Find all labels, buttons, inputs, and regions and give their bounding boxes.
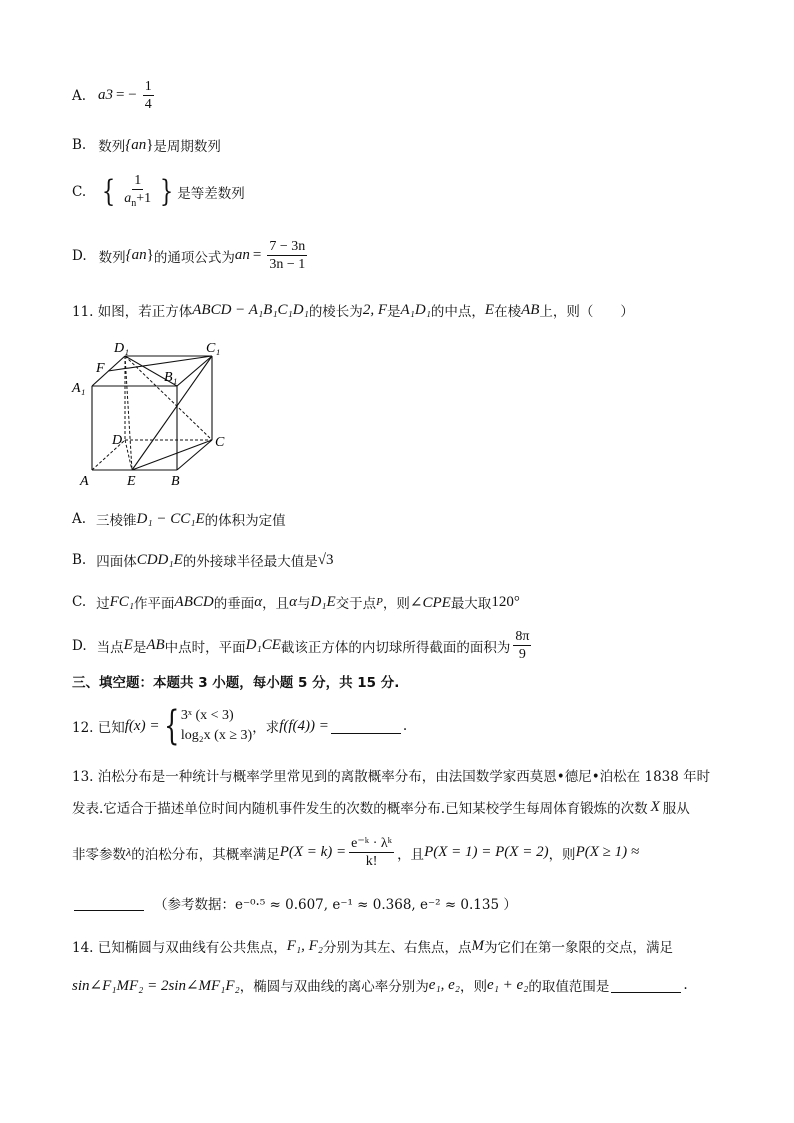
math: X <box>650 798 660 815</box>
den-var: a <box>124 191 132 206</box>
text: ，求 <box>252 720 280 736</box>
fraction <box>349 835 394 870</box>
text: 作平面 <box>134 596 175 612</box>
math: √3 <box>317 551 334 568</box>
option-label: D. <box>72 637 87 654</box>
hidden-segment-d1c <box>125 356 212 440</box>
fraction-numerator: 1 <box>134 173 142 188</box>
section-heading: 三、填空题：本题共 3 小题，每小题 5 分，共 15 分. <box>72 675 400 691</box>
hidden-segment-d1e <box>125 356 132 470</box>
cube-figure <box>70 336 240 491</box>
math: P(X ≥ 1) ≈ <box>575 844 640 860</box>
q10-option-c <box>72 172 245 212</box>
math: f(x) = <box>124 717 160 734</box>
text: 12. 已知 <box>72 720 125 736</box>
text: 上，则（ ） <box>539 304 634 320</box>
den-sub: n <box>131 197 137 209</box>
q11-option-a <box>72 509 286 529</box>
option-label: D. <box>72 247 87 264</box>
text: 的通项公式为 <box>153 249 235 266</box>
math: e₁, e₂ <box>428 976 461 993</box>
math: P(X = k) = <box>279 844 347 860</box>
right-brace: } <box>160 173 174 209</box>
q13-line-4 <box>72 893 517 913</box>
option-label: A. <box>72 87 87 104</box>
text: 中点时，平面 <box>164 639 246 656</box>
q11-option-c <box>72 592 520 612</box>
lhs-sub: n <box>242 247 250 263</box>
fraction-denominator: k! <box>365 854 378 869</box>
text: ，且 <box>262 596 290 612</box>
text: 的垂面 <box>213 596 255 612</box>
text: 是 <box>132 639 147 656</box>
text: 是等差数列 <box>177 185 245 202</box>
label-e: E <box>127 474 136 489</box>
text: . <box>402 718 408 734</box>
math: AB <box>521 301 540 318</box>
math: ABCD <box>174 593 214 610</box>
math: ∠CPE <box>409 594 451 611</box>
text: 的棱长为 <box>308 304 363 320</box>
text: 与 <box>296 596 311 612</box>
math: D₁E <box>310 593 336 610</box>
math-a: a <box>98 87 106 103</box>
q12 <box>72 703 408 749</box>
q10-option-a <box>72 78 157 113</box>
text: 的外接球半径最大值是 <box>182 554 318 570</box>
text: 分别为其左、右焦点，点 <box>323 940 472 956</box>
text: 发表.它适合于描述单位时间内随机事件发生的次数的概率分布.已知某校学生每周体育锻炼的次数 <box>72 801 648 817</box>
text: ，且 <box>397 846 425 863</box>
reference-data: （参考数据：e⁻⁰·⁵ ≈ 0.607, e⁻¹ ≈ 0.368, e⁻² ≈ 0.135 ） <box>154 897 517 913</box>
math: A₁D₁ <box>400 301 431 318</box>
math: AB <box>146 637 165 653</box>
text: 当点 <box>96 639 124 656</box>
math: FC₁ <box>109 593 135 610</box>
label-c1: C₁ <box>206 341 221 356</box>
seq-sub: n <box>139 247 147 263</box>
fraction-numerator: 7 − 3n <box>269 239 306 254</box>
q10-option-d <box>72 238 310 273</box>
label-c: C <box>215 435 225 450</box>
text: 的体积为定值 <box>204 513 286 529</box>
label-a1: A₁ <box>72 381 86 396</box>
fraction-numerator: 1 <box>144 79 152 94</box>
seq-sub: n <box>138 136 147 153</box>
q13-line-2 <box>72 797 690 817</box>
q14-line-1 <box>72 936 673 956</box>
fraction <box>122 172 153 212</box>
answer-blank[interactable] <box>74 896 144 911</box>
fraction-denominator: 4 <box>144 97 152 112</box>
text: 三棱锥 <box>96 513 137 529</box>
segment-ec <box>132 440 212 470</box>
piecewise-brace: { <box>164 703 180 749</box>
q11-option-b <box>72 550 334 570</box>
label-d: D <box>112 433 123 448</box>
edge-bc <box>177 440 212 470</box>
fraction-denominator: 3n − 1 <box>269 257 306 272</box>
q10-option-b <box>72 135 221 155</box>
math: f(f(4)) = <box>279 717 329 734</box>
text: 截该正方体的内切球所得截面的面积为 <box>280 639 511 656</box>
equals: = <box>252 247 262 263</box>
fraction-denominator <box>122 190 153 212</box>
den-rest: +1 <box>136 191 152 206</box>
math: 2, F <box>362 301 387 318</box>
text: . <box>683 977 688 993</box>
q11-option-d <box>72 628 534 663</box>
math: e₁ + e₂ <box>487 976 529 993</box>
answer-blank[interactable] <box>611 978 681 993</box>
text: 的取值范围是 <box>528 979 610 995</box>
math: E <box>123 637 133 653</box>
fraction <box>513 628 531 663</box>
math: E <box>484 301 495 318</box>
answer-blank[interactable] <box>331 719 401 734</box>
text: ，则 <box>548 846 576 863</box>
math: 120° <box>491 593 520 610</box>
text: 在棱 <box>494 304 522 320</box>
text: 服从 <box>662 801 690 817</box>
math: CDD₁E <box>136 551 183 568</box>
math: D₁ − CC₁E <box>136 510 205 527</box>
text: 最大取 <box>450 596 492 612</box>
option-label: B. <box>72 552 87 568</box>
math: P(X = 1) = P(X = 2) <box>424 844 549 860</box>
seq-math: {a <box>125 136 139 153</box>
label-a: A <box>80 474 89 489</box>
equals: = − <box>116 87 137 103</box>
text: 交于点 <box>335 596 377 612</box>
text: 是周期数列 <box>153 139 221 155</box>
text: 的中点， <box>430 304 485 320</box>
seq-close: } <box>146 247 154 263</box>
math: ABCD − A₁B₁C₁D₁ <box>192 301 309 318</box>
fraction <box>267 238 307 273</box>
q13-line-1: 13. 泊松分布是一种统计与概率学里常见到的离散概率分布，由法国数学家西莫恩•德尼•泊松在 1838 年时 <box>72 769 711 785</box>
fraction <box>143 78 154 113</box>
option-label: A. <box>72 511 87 527</box>
fraction-denominator: 9 <box>518 647 526 662</box>
case-2: log₂x (x ≥ 3) <box>180 728 253 743</box>
lhs-var: a <box>234 247 243 263</box>
math: sin∠F₁MF₂ = 2sin∠MF₁F₂ <box>72 977 240 994</box>
label-f: F <box>96 361 105 376</box>
left-brace: { <box>102 173 116 209</box>
text: 的泊松分布，其概率满足 <box>131 846 280 863</box>
text: 11. 如图，若正方体 <box>72 304 193 320</box>
text: ，椭圆与双曲线的离心率分别为 <box>239 979 429 995</box>
math: F₁, F₂ <box>286 937 324 954</box>
seq-math: {a <box>125 247 140 263</box>
text: ，则 <box>460 979 488 995</box>
text: 14. 已知椭圆与双曲线有公共焦点， <box>72 940 287 956</box>
q14-line-2 <box>72 975 688 995</box>
text: 数列 <box>98 249 126 266</box>
math-sub: 3 <box>105 87 114 103</box>
option-label: C. <box>72 594 87 610</box>
text: 非零参数 <box>72 846 126 863</box>
q13-line-3 <box>72 835 639 870</box>
fraction-numerator: e⁻ᵏ · λᵏ <box>351 836 393 851</box>
text: ，则 <box>382 596 410 612</box>
text: 过 <box>96 596 110 612</box>
math: M <box>471 937 485 954</box>
math: P <box>376 596 383 608</box>
fraction-numerator: 8π <box>515 629 530 644</box>
text: 为它们在第一象限的交点，满足 <box>484 940 674 956</box>
q11-stem <box>72 300 634 320</box>
text: 数列 <box>98 139 126 155</box>
case-1: 3ˣ (x < 3) <box>180 708 234 723</box>
option-label: B. <box>72 137 87 153</box>
text: 四面体 <box>96 554 137 570</box>
math: α <box>289 593 297 610</box>
hidden-segment-de <box>125 440 132 470</box>
label-d1: D₁ <box>114 341 129 356</box>
seq-close: } <box>146 136 154 153</box>
option-label: C. <box>72 183 87 200</box>
label-b: B <box>171 474 180 489</box>
text: 是 <box>386 304 401 320</box>
math: α <box>254 593 263 610</box>
math: λ <box>126 845 132 859</box>
label-b1: B₁ <box>164 370 178 385</box>
piecewise <box>159 703 253 749</box>
math: D₁CE <box>245 637 281 653</box>
